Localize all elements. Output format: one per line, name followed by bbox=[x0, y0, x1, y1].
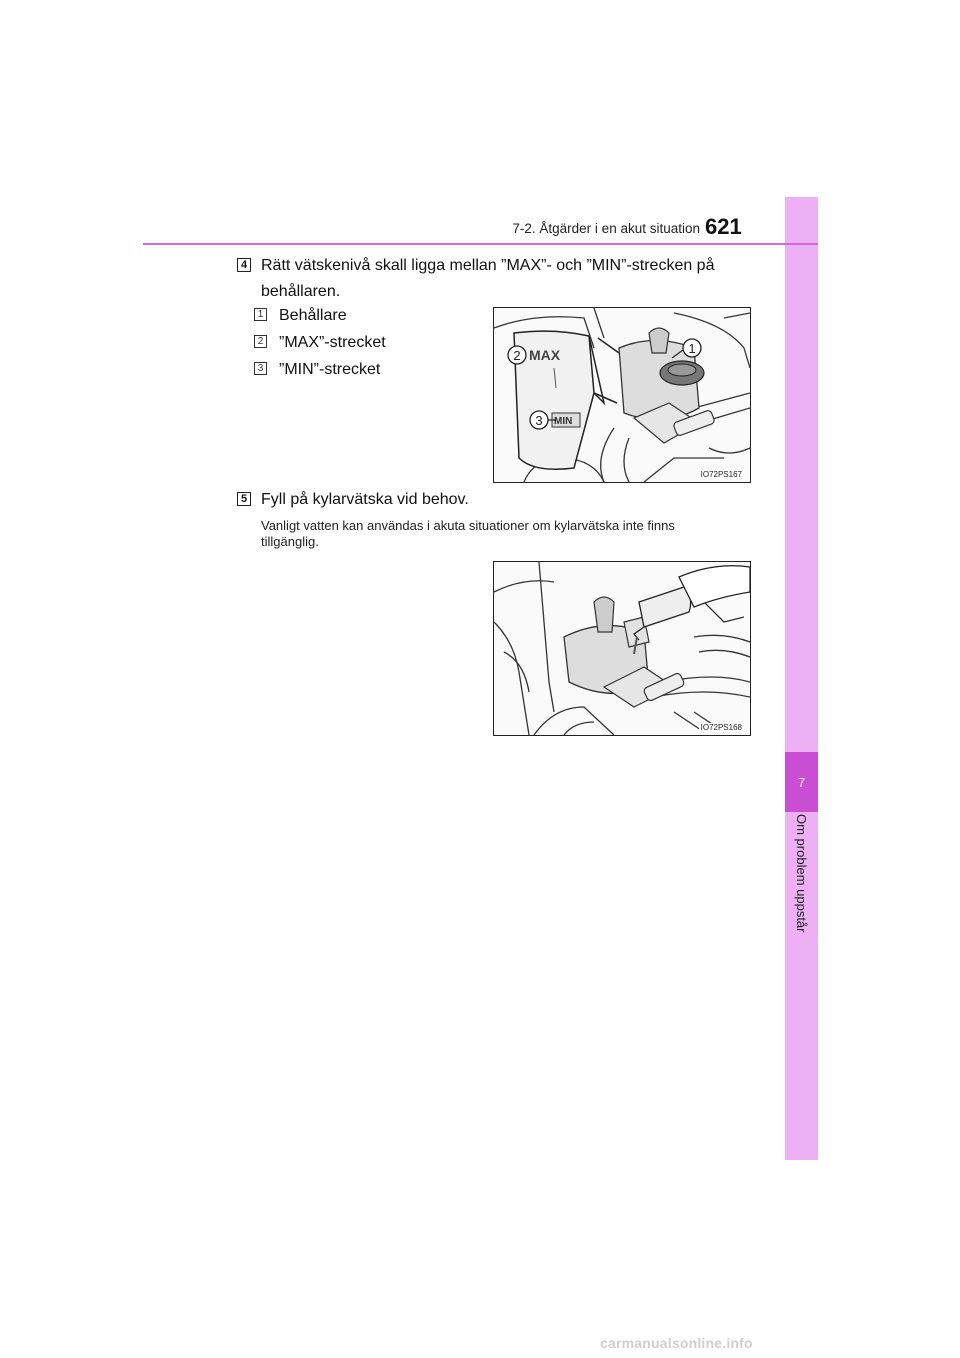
step-4-number: 4 bbox=[240, 258, 248, 271]
step-4-text bbox=[261, 254, 761, 303]
step-5-note bbox=[261, 518, 761, 550]
step-5-note-line2: tillgänglig. bbox=[261, 534, 319, 549]
callout-2: 2 bbox=[513, 348, 521, 363]
item-3-marker bbox=[254, 362, 267, 375]
callout-3: 3 bbox=[535, 413, 543, 428]
step-5-note-line1: Vanligt vatten kan användas i akuta situationer om kylarvätska inte finns bbox=[261, 518, 675, 533]
chapter-title-tab bbox=[785, 814, 818, 974]
callout-1: 1 bbox=[688, 341, 696, 356]
step-5-number: 5 bbox=[240, 492, 248, 505]
page-number: 621 bbox=[705, 214, 742, 239]
item-2-label: ”MAX”-strecket bbox=[279, 334, 386, 351]
chapter-number-tab[interactable] bbox=[785, 752, 818, 812]
step-4-marker bbox=[237, 258, 251, 272]
max-mark: MAX bbox=[529, 347, 561, 363]
item-1-number: 1 bbox=[257, 309, 264, 320]
fill-coolant-figure bbox=[493, 561, 751, 736]
header-divider bbox=[143, 243, 818, 245]
item-2-marker bbox=[254, 335, 267, 348]
watermark: carmanualsonline.info bbox=[600, 1335, 753, 1351]
step-4-text-line1: Rätt vätskenivå skall ligga mellan ”MAX”- och ”MIN”-strecken på bbox=[261, 257, 715, 274]
item-1-label: Behållare bbox=[279, 307, 347, 324]
item-1-marker bbox=[254, 308, 267, 321]
coolant-reservoir-figure bbox=[493, 307, 751, 483]
fill-coolant-illustration bbox=[494, 562, 750, 735]
figure-2-code: IO72PS168 bbox=[700, 723, 742, 732]
coolant-reservoir-illustration bbox=[494, 308, 750, 482]
chapter-side-tab bbox=[785, 197, 818, 1160]
step-5-marker bbox=[237, 492, 251, 506]
section-title: 7-2. Åtgärder i en akut situation bbox=[512, 221, 700, 236]
figure-1-code: IO72PS167 bbox=[700, 470, 742, 479]
item-3-label: ”MIN”-strecket bbox=[279, 361, 381, 378]
step-4-text-line2: behållaren. bbox=[261, 283, 341, 300]
chapter-title: Om problem uppstår bbox=[794, 814, 809, 933]
item-3-number: 3 bbox=[257, 363, 264, 374]
step-5-text: Fyll på kylarvätska vid behov. bbox=[261, 491, 469, 508]
item-2-number: 2 bbox=[257, 336, 264, 347]
min-mark: MIN bbox=[554, 416, 573, 427]
chapter-number: 7 bbox=[797, 774, 806, 790]
